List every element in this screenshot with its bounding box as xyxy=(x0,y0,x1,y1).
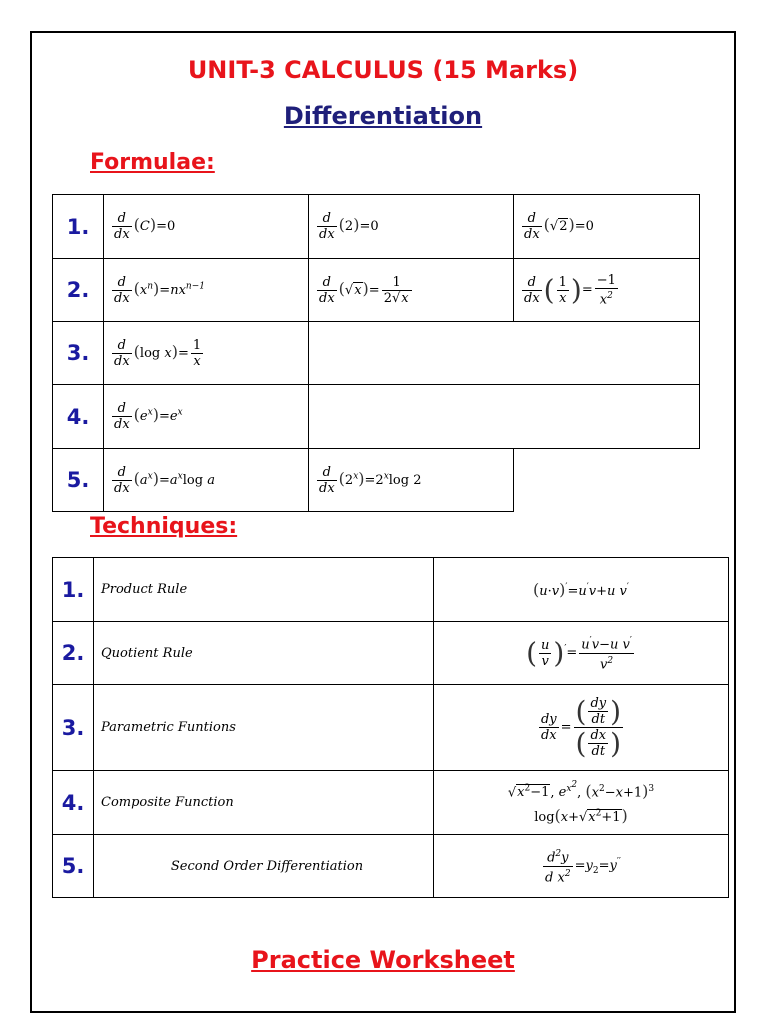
formula-row xyxy=(53,322,700,385)
row-number: 3. xyxy=(53,322,104,385)
technique-name: Product Rule xyxy=(94,558,434,622)
formula-row xyxy=(53,259,700,322)
section-title: Differentiation xyxy=(283,102,483,130)
techniques-table xyxy=(52,557,729,898)
row-number: 1. xyxy=(53,195,104,259)
technique-formula: $√x^2-1$, $e^{x^2}$, $(x^2-x+1)^3$ $\log(x+√x^2+1)$ xyxy=(434,771,729,835)
technique-row xyxy=(53,622,729,685)
technique-name: Parametric Funtions xyxy=(94,685,434,771)
formulae-heading: Formulae: xyxy=(90,150,215,175)
technique-formula: $\frac{dy}{dx}$ = ( $\frac{dy}{dt}$ ) ( $\frac{dx}{dt}$ ) xyxy=(434,685,729,771)
row-number: 4. xyxy=(53,385,104,449)
row-number: 2. xyxy=(53,622,94,685)
formula-cell: $\frac{d}{dx}$ $(e^x)=e^x$ xyxy=(104,385,309,449)
formula-row xyxy=(53,195,700,259)
technique-name: Composite Function xyxy=(94,771,434,835)
formula-cell: $\frac{d}{dx}$ (log x)= $\frac{1}{x}$ xyxy=(104,322,309,385)
row-number: 2. xyxy=(53,259,104,322)
technique-formula: $\frac{d^2y}{d x^2}$ $=y_2=y''$ xyxy=(434,835,729,898)
row-number: 1. xyxy=(53,558,94,622)
row-number: 4. xyxy=(53,771,94,835)
techniques-heading: Techniques: xyxy=(90,514,238,539)
formula-cell: $\frac{d}{dx}$ $(a^x)=a^x\log$ a xyxy=(104,449,309,512)
formula-cell: $\frac{d}{dx}$ (2)=0 xyxy=(309,195,514,259)
formulae-table xyxy=(52,194,700,512)
formula-cell: $\frac{d}{dx}$ ( $\frac{1}{x}$ )= $\frac{-1}{x^2}$ xyxy=(514,259,700,322)
practice-worksheet-title: Practice Worksheet xyxy=(251,946,515,974)
technique-row xyxy=(53,835,729,898)
formula-row xyxy=(53,449,700,512)
technique-formula: (u·v)′=u′v+u v′ xyxy=(434,558,729,622)
technique-formula: ( $\frac{u}{v}$ )′= $\frac{u'v-u v'}{v^2}$ xyxy=(434,622,729,685)
formula-row xyxy=(53,385,700,449)
empty-cell xyxy=(309,385,700,449)
technique-row xyxy=(53,685,729,771)
row-number: 3. xyxy=(53,685,94,771)
technique-row xyxy=(53,771,729,835)
technique-name: Second Order Differentiation xyxy=(94,835,434,898)
empty-cell xyxy=(309,322,700,385)
unit-title: UNIT-3 CALCULUS (15 Marks) xyxy=(187,56,579,84)
row-number: 5. xyxy=(53,835,94,898)
technique-name: Quotient Rule xyxy=(94,622,434,685)
formula-cell: $\frac{d}{dx}$ $(x^n)=nx^{n-1}$ xyxy=(104,259,309,322)
row-number: 5. xyxy=(53,449,104,512)
formula-cell: $\frac{d}{dx}$ $(2^x)=2^x\log$ 2 xyxy=(309,449,514,512)
technique-row xyxy=(53,558,729,622)
formula-cell: $\frac{d}{dx}$ (C)=0 xyxy=(104,195,309,259)
empty-cell xyxy=(514,449,700,512)
formula-cell: $\frac{d}{dx}$ (√2)=0 xyxy=(514,195,700,259)
formula-cell: $\frac{d}{dx}$ (√x)= $\frac{1}{2√x}$ xyxy=(309,259,514,322)
